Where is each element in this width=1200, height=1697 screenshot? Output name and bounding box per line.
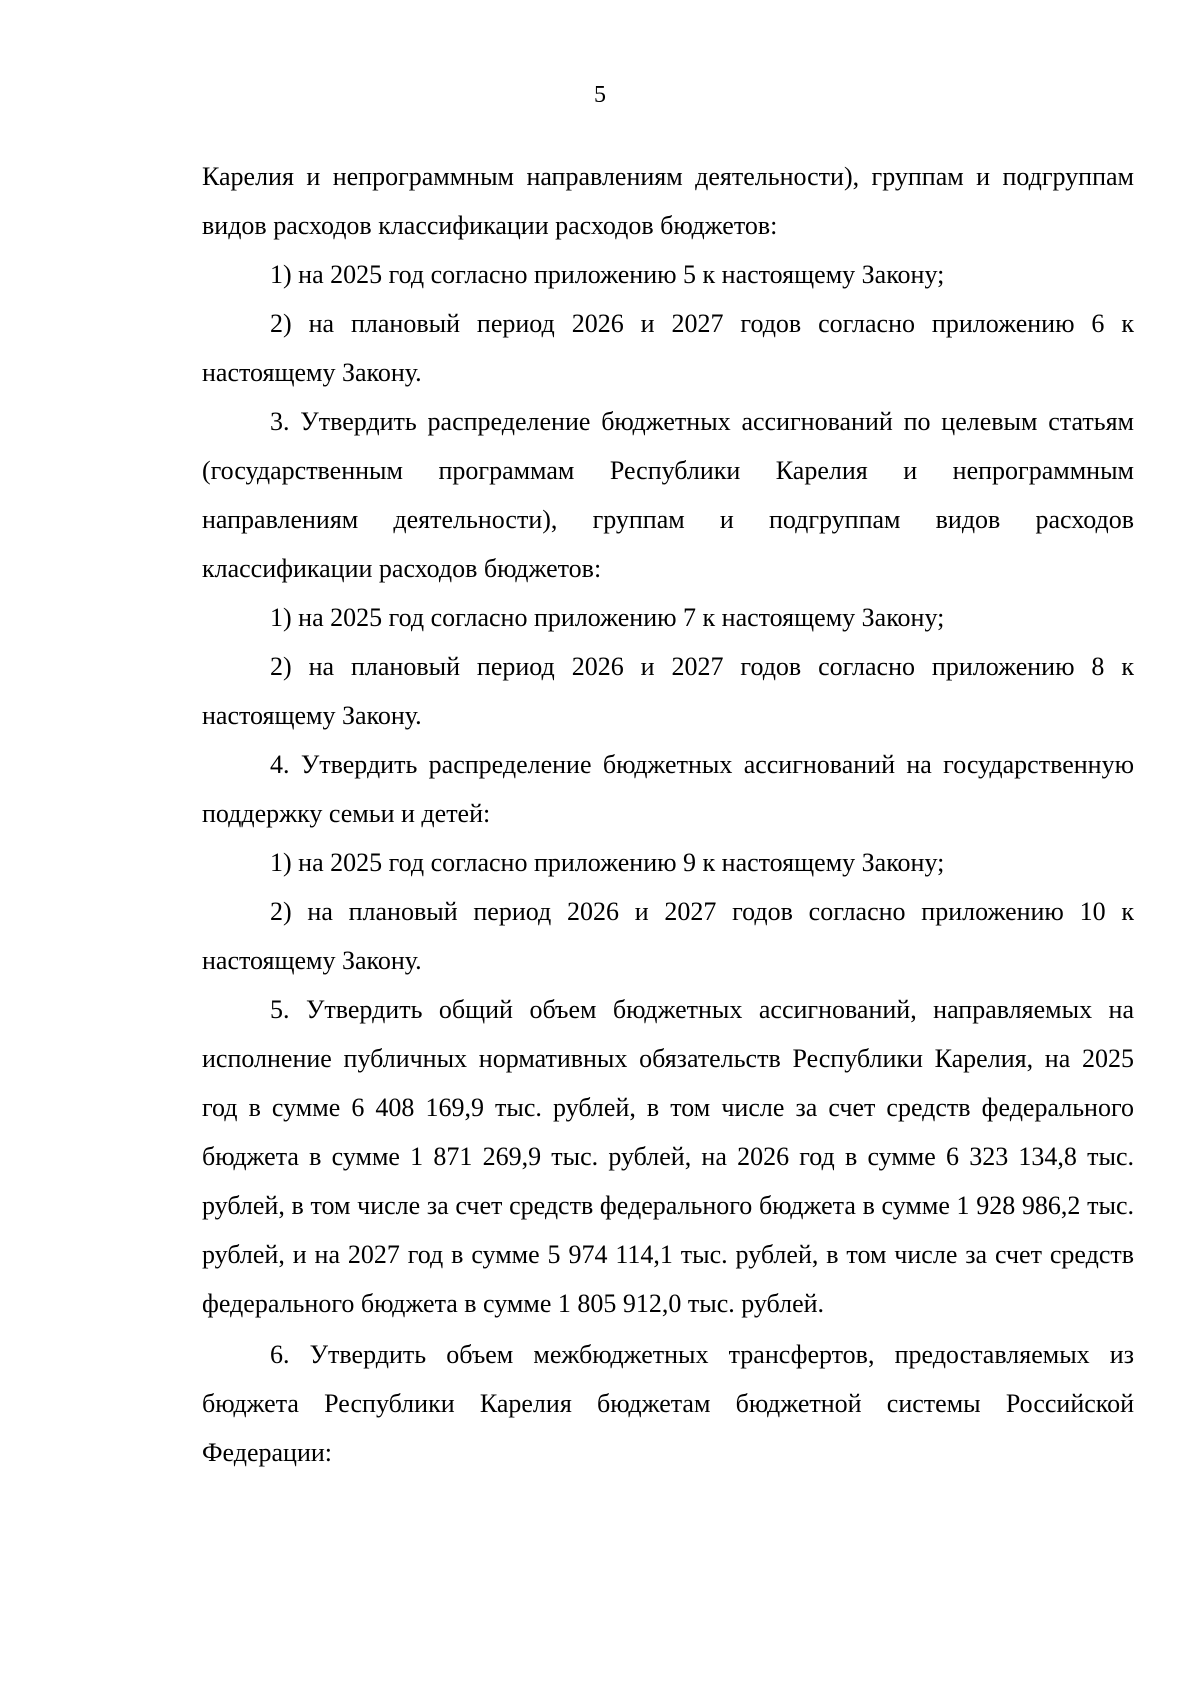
paragraph-item-4-1: 1) на 2025 год согласно приложению 9 к настоящему Закону; (270, 848, 945, 877)
paragraph-section-6: 6. Утвердить объем межбюджетных трансфертов, предоставляемых из бюджета Республики Карелия бюджетам бюджетной системы Российской Федерации: (202, 1340, 1134, 1467)
paragraph-section-4: 4. Утвердить распределение бюджетных ассигнований на государственную поддержку семьи и детей: (202, 750, 1134, 828)
document-body (202, 152, 1134, 1477)
paragraph-item-3-1: 1) на 2025 год согласно приложению 7 к настоящему Закону; (270, 603, 945, 632)
paragraph-item-2-1: 1) на 2025 год согласно приложению 5 к настоящему Закону; (270, 260, 945, 289)
paragraph-item-3-2: 2) на плановый период 2026 и 2027 годов согласно приложению 8 к настоящему Закону. (202, 652, 1134, 730)
page-number: 5 (594, 82, 606, 108)
paragraph-section-5: 5. Утвердить общий объем бюджетных ассигнований, направляемых на исполнение публичных нормативных обязательств Республики Карелия, на 2025 год в сумме 6 408 169,9 тыс. рублей, в том числе за счет средств федерального бюджета в сумме 1 871 269,9 тыс. рублей, на 2026 год в сумме 6 323 134,8 тыс. рублей, в том числе за счет средств федерального бюджета в сумме 1 928 986,2 тыс. рублей, и на 2027 год в сумме 5 974 114,1 тыс. рублей, в том числе за счет средств федерального бюджета в сумме 1 805 912,0 тыс. рублей. (202, 995, 1134, 1318)
paragraph-item-4-2: 2) на плановый период 2026 и 2027 годов согласно приложению 10 к настоящему Закону. (202, 897, 1134, 975)
paragraph-continuation: Карелия и непрограммным направлениям деятельности), группам и подгруппам видов расходов классификации расходов бюджетов: (202, 162, 1134, 240)
paragraph-section-3: 3. Утвердить распределение бюджетных ассигнований по целевым статьям (государственным программам Республики Карелия и непрограммным направлениям деятельности), группам и подгруппам видов расходов классификации расходов бюджетов: (202, 407, 1134, 583)
paragraph-item-2-2: 2) на плановый период 2026 и 2027 годов согласно приложению 6 к настоящему Закону. (202, 309, 1134, 387)
